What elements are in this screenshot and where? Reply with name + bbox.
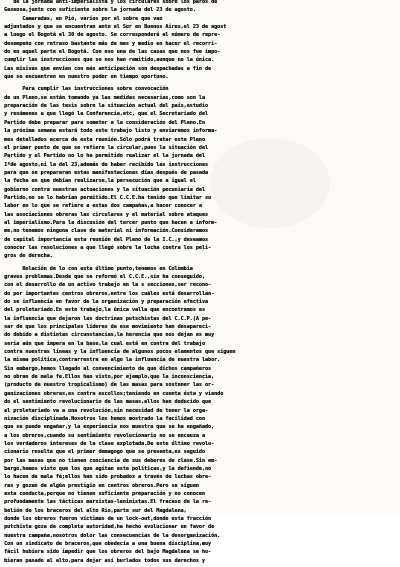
typed-line: las asociaciones obreras las circulares y el material sobre ataques bbox=[4, 211, 208, 218]
typed-line: profundamente las tácticas marxistas-leninistas.El fracaso de la re- bbox=[4, 499, 211, 506]
typed-line: no obran de mala fe.Ellos han visto,por ejemplo,que la inconsciencia, bbox=[4, 374, 214, 381]
typed-line: el proletariado va a una revolución,sin necesidad de tener la orga- bbox=[4, 407, 208, 414]
typed-line: adjuntados y que se encuentran ante el Sur en Buenos Aires,el 23 de agost bbox=[4, 24, 227, 31]
typed-line: esta conducta,porque no tienen suficiente preparación y no conocen bbox=[4, 490, 205, 497]
typed-line: ras y gozan de algún prestigio en centros obreros.Pero se siguen bbox=[4, 482, 199, 489]
typed-line: me,no tenemos ninguna clase de material ni información.Consideramos bbox=[4, 228, 208, 235]
typed-line: por las masas que no tienen conciencia de sus deberes de clase.Sin em- bbox=[4, 457, 218, 464]
typed-line: del proletariado.En este trabajo,la única valla que encontramos es bbox=[4, 307, 205, 314]
typed-line: que se encuentren en nuestro poder en tiempo oportuno. bbox=[4, 74, 169, 81]
typed-line: mes detallados acerca de esta reunión.Sólo podrá tratar este Pleno bbox=[4, 136, 205, 143]
typed-line: que se puede engañar,y la experiencia nos muestra que se ha engañado, bbox=[4, 424, 214, 431]
typed-line: y resúmenes a que llegó la Conferencia,etc, que el Secretariado del bbox=[4, 111, 208, 118]
typed-line: Partido debe preparar para someter a la consideración del Pleno.En bbox=[4, 119, 205, 126]
typed-line: donde los obreros fueron víctimas de un lock-out,donde esta fracción bbox=[4, 515, 211, 522]
typed-line: desempeño con retraso bastante más de mes y medio en hacer el recorri- bbox=[4, 40, 218, 47]
typed-line: labor en lo que se refiere a estas dos campañas,a hacer conocer a bbox=[4, 203, 202, 210]
typed-line: bargo,hemos visto que los que agitan este políticas,y la defiende,no bbox=[4, 465, 211, 472]
typed-line: nización disciplinada.Nosotros les hemos mostrado la facilidad con bbox=[4, 415, 205, 422]
typed-line: Las misivas que envíen con más anticipación son despachadas a fin de bbox=[4, 65, 211, 72]
typed-line: de un Pleno,se están tomando ya las medidas necesarias,como son la bbox=[4, 94, 205, 101]
typed-line: de la jornada anti-imperialista y los circulares sobre los paros de bbox=[4, 0, 218, 5]
typed-line: los verdaderos intereses de la clase explotada.De este último revolu- bbox=[4, 440, 214, 447]
typed-line: Relación de lo con este último punto,tenemos en Colombia bbox=[4, 265, 193, 272]
typed-line: cionario resulta que el primer demagogo que se presenta,es seguido bbox=[4, 449, 205, 456]
typed-line: para que se prepararan estas manifestaciones días después de pasada bbox=[4, 169, 208, 176]
typed-line: la misma política,contrarrestra en algo la influencia de nuestra labor. bbox=[4, 357, 221, 364]
typed-line: a los obreros,cuando su sentimiento revolucionario no se encauza a bbox=[4, 432, 205, 439]
typed-line: (producto de nuestro tropicalismo) de las masas para sostener las or- bbox=[4, 382, 214, 389]
typed-line: graves problemas.Desde que se reformó el C.C.E.,sin ha conseguido, bbox=[4, 274, 205, 280]
typed-line: cumplir las instrucciones que se nos han remitido,aunque no la única. bbox=[4, 57, 214, 64]
typed-line: Con un sindicato de braceros,que obedecía a una buena disciplina,muy bbox=[4, 541, 211, 547]
typed-line: Partido y el Partido no lo ha permitido realizar el la jornada del bbox=[4, 153, 205, 160]
typed-line: putchista goza de completa autoridad,ha hecho evolucionar en favor de bbox=[4, 524, 214, 531]
typed-line: conocer las resoluciones a que llegó sobre la lucha contra los peli- bbox=[4, 244, 211, 251]
typed-line: Camaradas, en Pió, varios por el sobre que van bbox=[4, 15, 163, 22]
typed-line: gros de derecha. bbox=[4, 253, 53, 260]
typed-line: preparación de las tesis sobre la situación actual del país,estudio bbox=[4, 103, 208, 110]
typed-line: lo hacen de mala fé;ellos han sido probados a través de luchas obre- bbox=[4, 474, 211, 481]
typed-line: la influencia que dejaron las doctrinas putschistas del C.C.P.(A pe- bbox=[4, 315, 211, 322]
typed-line: belión de los braceros del alto Rio,parte sur del Magdalena, bbox=[4, 507, 187, 514]
typed-line: nuestra campaña,nosotros dolor las consecuencias de la desorganización. bbox=[4, 532, 221, 539]
typed-line: do debido a distintas circunstancias,la herencia que nos dejan es muy bbox=[4, 332, 214, 339]
typed-line: seria aún que impera en la base,la cual está en contra del trabajo bbox=[4, 340, 205, 347]
typed-line: a luego el Bogotá el 30 de agosto. Se corresponderá al número de repre- bbox=[4, 32, 221, 39]
typed-line: el primer punto de que se refiere la circular,pues la situación del bbox=[4, 144, 208, 151]
typed-line: fácil hubiera sido impedir que los obreros del bajo Magdalena se hu- bbox=[4, 549, 211, 556]
typed-line: sar de que los principales líderes de ese movimiento han desapareci- bbox=[4, 324, 211, 331]
typed-line: gobierno contra nuestras actuaciones y la situación pecuniaria del bbox=[4, 186, 205, 193]
typed-line: bieran pasado al alto,para dejar así burlados todos sus derechos y bbox=[4, 557, 205, 564]
typed-line: Gaseosa,junto con suficiente sobre la jornada del 23 de agosto. bbox=[4, 7, 196, 14]
typed-line: la fecha en que debían realizarse,la persecución que a igual el bbox=[4, 178, 196, 185]
typed-line: al imperialismo.Para la discusión del tercer punto que hacen a inform- bbox=[4, 219, 218, 226]
typed-line: con el desarrollo de un activo trabajo en la s secciones,ser recono- bbox=[4, 282, 211, 289]
typed-line: do por importantes centros obreros,entre los cuáles está desarrollan- bbox=[4, 290, 214, 297]
typed-line: do en aquel parte el Bogotá. Con eso una de las casas que nos fue impo- bbox=[4, 49, 221, 56]
typed-text bbox=[4, 0, 388, 565]
typed-line: Sin embargo,hemos llegado al convencimiento de que dichos campañeros bbox=[4, 365, 211, 372]
typed-line: contra nuestras líneas y la influencia de algunos pocos elementos que siguen bbox=[4, 349, 236, 356]
typed-line: Partido,no se lo habrían permitido.El C.C.E.ha tenido que limitar su bbox=[4, 194, 211, 201]
typed-line: do se influencia en favor de la organización y preparación efectiva bbox=[4, 299, 208, 306]
typed-line: la próxima semana estará todo este trabajo listo y enviaremos informa- bbox=[4, 128, 218, 135]
typed-line: de capital importancia esta reunión del Pleno de la I.C.,y deseamos bbox=[4, 236, 208, 243]
typed-line: Para cumplir las instrucciones sobre convocación bbox=[4, 86, 169, 93]
typed-line: ganizaciones obreras,es contra escollos;teniendo en cuenta ésta y viendo bbox=[4, 390, 224, 397]
typed-line: 1ºde agosto,ni la del 23,además de haber recibido las instrucciones bbox=[4, 161, 208, 168]
typed-line: do el sentimiento revolucionario de las masas,ellos han deducido que bbox=[4, 399, 211, 406]
